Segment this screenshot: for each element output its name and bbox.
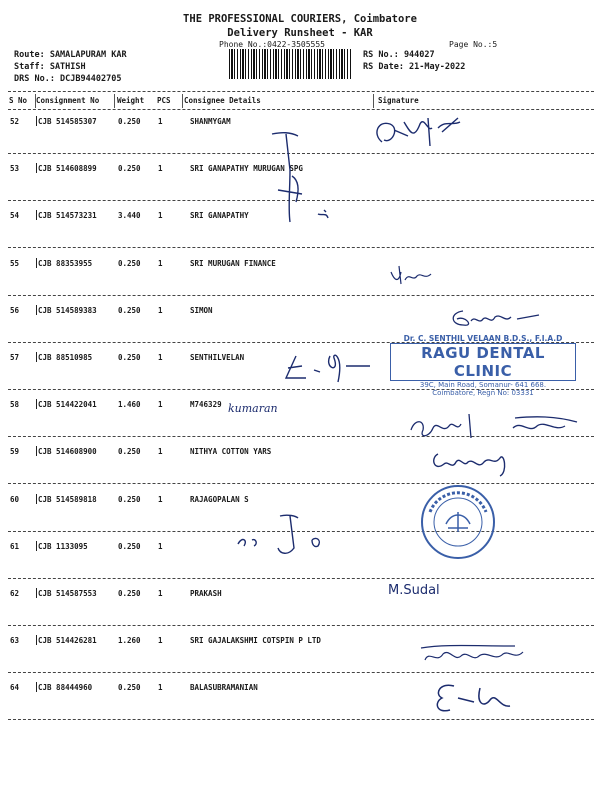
signature-61 (228, 510, 338, 560)
row-marker (36, 399, 37, 409)
divider (8, 719, 594, 720)
stamp-clinic: RAGU DENTAL CLINIC (390, 343, 576, 381)
row-consignee: PRAKASH (190, 589, 222, 598)
col-divider (114, 94, 115, 108)
row-consignment: CJB 88444960 (38, 683, 93, 692)
row-marker (36, 494, 37, 504)
table-row (0, 117, 600, 127)
handwritten-note-58: kumaran (228, 402, 278, 415)
row-consignee: M746329 (190, 400, 222, 409)
rs-number: RS No.: 944027 (363, 50, 435, 60)
row-pcs: 1 (158, 164, 163, 173)
row-marker (36, 352, 37, 362)
col-divider (182, 94, 183, 108)
row-marker (36, 682, 37, 692)
row-consignee: BALASUBRAMANIAN (190, 683, 258, 692)
clinic-stamp (390, 334, 576, 397)
row-sno: 62 (10, 589, 20, 598)
stamp-doctor: Dr. C. SENTHIL VELAAN B.D.S., F.I.A.D (403, 334, 563, 343)
signature-58 (405, 408, 585, 448)
divider (8, 247, 594, 248)
signature-53-54 (268, 130, 358, 230)
row-weight: 0.250 (118, 353, 141, 362)
row-consignee: SRI GANAPATHY MURUGAN SPG (190, 164, 303, 173)
col-consignment: Consignment No (36, 96, 100, 105)
route-label: Route: SAMALAPURAM KAR (14, 50, 127, 60)
row-sno: 59 (10, 447, 20, 456)
row-pcs: 1 (158, 542, 163, 551)
divider (8, 109, 594, 110)
row-weight: 0.250 (118, 164, 141, 173)
row-consignment: CJB 514426281 (38, 636, 97, 645)
row-sno: 52 (10, 117, 20, 126)
row-consignee: NITHYA COTTON YARS (190, 447, 272, 456)
row-sno: 63 (10, 636, 20, 645)
row-sno: 54 (10, 211, 20, 220)
row-consignee: SRI MURUGAN FINANCE (190, 259, 276, 268)
row-consignee: SHANMYGAM (190, 117, 231, 126)
row-weight: 0.250 (118, 495, 141, 504)
signature-55 (385, 262, 445, 292)
row-consignee: SRI GAJALAKSHMI COTSPIN P LTD (190, 636, 321, 645)
row-sno: 58 (10, 400, 20, 409)
divider (8, 672, 594, 673)
col-weight: Weight (117, 96, 145, 105)
row-sno: 53 (10, 164, 20, 173)
divider (8, 483, 594, 484)
staff-label: Staff: SATHISH (14, 62, 86, 72)
col-sno: S No (9, 96, 28, 105)
col-consignee: Consignee Details (184, 96, 261, 105)
drs-number: DRS No.: DCJB94402705 (14, 74, 122, 84)
signature-64 (430, 678, 520, 718)
row-pcs: 1 (158, 259, 163, 268)
phone-number: Phone No.:0422-3505555 (219, 40, 325, 49)
row-marker (36, 635, 37, 645)
signature-57 (280, 348, 380, 388)
row-marker (36, 446, 37, 456)
row-pcs: 1 (158, 400, 163, 409)
stamp-address: 39C, Main Road, Somanur- 641 668. (419, 381, 547, 389)
row-consignment: CJB 514589818 (38, 495, 97, 504)
row-weight: 3.440 (118, 211, 141, 220)
row-pcs: 1 (158, 683, 163, 692)
row-weight: 0.250 (118, 117, 141, 126)
col-pcs: PCS (157, 96, 171, 105)
runsheet-title: Delivery Runsheet - KAR (227, 27, 373, 39)
signature-62: M.Sudal (388, 583, 440, 598)
row-weight: 0.250 (118, 259, 141, 268)
row-marker (36, 305, 37, 315)
row-marker (36, 541, 37, 551)
row-pcs: 1 (158, 447, 163, 456)
row-consignee: RAJAGOPALAN S (190, 495, 249, 504)
row-pcs: 1 (158, 636, 163, 645)
row-consignment: CJB 514608900 (38, 447, 97, 456)
signature-52 (368, 110, 478, 155)
col-divider (373, 94, 374, 108)
row-sno: 57 (10, 353, 20, 362)
row-consignee: SRI GANAPATHY (190, 211, 249, 220)
row-marker (36, 116, 37, 126)
row-consignment: CJB 1133095 (38, 542, 88, 551)
row-weight: 0.250 (118, 447, 141, 456)
col-divider (35, 94, 36, 108)
row-consignment: CJB 514585307 (38, 117, 97, 126)
row-weight: 0.250 (118, 542, 141, 551)
row-sno: 61 (10, 542, 20, 551)
company-title: THE PROFESSIONAL COURIERS, Coimbatore (183, 13, 417, 25)
row-pcs: 1 (158, 211, 163, 220)
row-consignee: SIMON (190, 306, 213, 315)
signature-59 (428, 448, 528, 478)
row-pcs: 1 (158, 117, 163, 126)
table-row (0, 495, 600, 505)
page-number: Page No.:5 (449, 40, 498, 49)
row-consignment: CJB 514589383 (38, 306, 97, 315)
row-pcs: 1 (158, 353, 163, 362)
stamp-city: Coimbatore, Regn No: 03331 (432, 389, 534, 397)
row-weight: 0.250 (118, 589, 141, 598)
row-consignment: CJB 514608899 (38, 164, 97, 173)
row-consignment: CJB 514587553 (38, 589, 97, 598)
signature-56 (445, 305, 545, 335)
row-consignment: CJB 88510985 (38, 353, 93, 362)
rs-date: RS Date: 21-May-2022 (363, 62, 466, 72)
round-stamp (418, 482, 498, 562)
table-row (0, 259, 600, 269)
row-sno: 55 (10, 259, 20, 268)
row-weight: 1.460 (118, 400, 141, 409)
table-header (0, 96, 600, 106)
row-marker (36, 210, 37, 220)
row-pcs: 1 (158, 589, 163, 598)
row-marker (36, 163, 37, 173)
row-weight: 0.250 (118, 306, 141, 315)
divider (8, 295, 594, 296)
row-sno: 60 (10, 495, 20, 504)
signature-63 (415, 640, 535, 670)
row-consignment: CJB 514573231 (38, 211, 97, 220)
barcode (229, 49, 351, 79)
row-weight: 1.260 (118, 636, 141, 645)
row-sno: 64 (10, 683, 20, 692)
row-marker (36, 258, 37, 268)
table-row (0, 589, 600, 599)
row-pcs: 1 (158, 495, 163, 504)
row-consignee: SENTHILVELAN (190, 353, 245, 362)
col-signature: Signature (378, 96, 419, 105)
row-sno: 56 (10, 306, 20, 315)
row-consignment: CJB 514422041 (38, 400, 97, 409)
row-consignment: CJB 88353955 (38, 259, 93, 268)
row-pcs: 1 (158, 306, 163, 315)
divider (8, 91, 594, 92)
row-marker (36, 588, 37, 598)
divider (8, 625, 594, 626)
divider (8, 578, 594, 579)
row-weight: 0.250 (118, 683, 141, 692)
